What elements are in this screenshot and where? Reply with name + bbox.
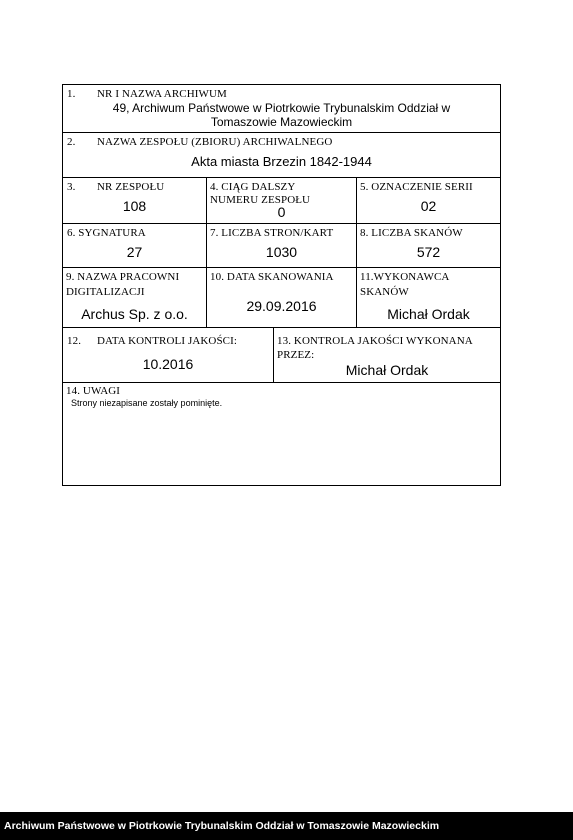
field-6-label: 6. SYGNATURA	[67, 227, 146, 239]
field-9-label-line1: 9. NAZWA PRACOWNI	[66, 271, 180, 283]
row-fonds-number	[63, 178, 500, 224]
cell-qc-by	[273, 328, 500, 382]
cell-signature	[63, 224, 206, 267]
row-quality-control	[63, 328, 500, 383]
field-11-label-line1: 11.WYKONAWCA	[360, 271, 450, 283]
field-9-label-line2: DIGITALIZACJI	[66, 286, 145, 298]
field-1-value-line1: 49, Archiwum Państwowe w Piotrkowie Trybunalskim Oddział w	[112, 101, 451, 115]
field-5-value: 02	[420, 198, 437, 214]
cell-scan-count	[356, 224, 500, 267]
metadata-card	[62, 84, 501, 486]
field-12-label: DATA KONTROLI JAKOŚCI:	[97, 335, 238, 347]
field-14-label: 14. UWAGI	[66, 385, 121, 397]
field-14-value: Strony niezapisane zostały pominięte.	[71, 398, 223, 408]
field-8-value: 572	[416, 244, 441, 260]
cell-digitization-lab	[63, 268, 206, 327]
row-digitization	[63, 268, 500, 328]
footer-bar: Archiwum Państwowe w Piotrkowie Trybunalskim Oddział w Tomaszowie Mazowieckim	[0, 812, 573, 840]
field-5-label: 5. OZNACZENIE SERII	[360, 181, 473, 193]
cell-scan-operator	[356, 268, 500, 327]
field-13-label-line2: PRZEZ:	[277, 349, 315, 361]
row-archive	[63, 85, 500, 133]
field-6-value: 27	[126, 244, 143, 260]
field-1-label: NR I NAZWA ARCHIWUM	[97, 88, 227, 100]
field-7-label: 7. LICZBA STRON/KART	[210, 227, 334, 239]
cell-scan-date	[206, 268, 356, 327]
field-4-label-line1: 4. CIĄG DALSZY	[210, 181, 296, 193]
field-12-value: 10.2016	[142, 356, 194, 372]
cell-qc-date	[63, 328, 273, 382]
field-4-label-line2: NUMERU ZESPOŁU	[210, 194, 311, 206]
cell-fonds-continuation	[206, 178, 356, 223]
field-2-number: 2.	[67, 136, 76, 148]
field-1-number: 1.	[67, 88, 76, 100]
field-8-label: 8. LICZBA SKANÓW	[360, 227, 463, 239]
field-9-value: Archus Sp. z o.o.	[81, 306, 188, 322]
row-fonds-name	[63, 133, 500, 178]
field-11-value: Michał Ordak	[387, 306, 470, 322]
field-13-value: Michał Ordak	[345, 362, 429, 378]
field-10-label: 10. DATA SKANOWANIA	[210, 271, 334, 283]
field-3-value: 108	[122, 198, 147, 214]
cell-page-count	[206, 224, 356, 267]
cell-series-code	[356, 178, 500, 223]
field-2-label: NAZWA ZESPOŁU (ZBIORU) ARCHIWALNEGO	[97, 136, 333, 148]
field-10-value: 29.09.2016	[246, 298, 317, 314]
field-11-label-line2: SKANÓW	[360, 286, 409, 298]
field-12-number: 12.	[67, 335, 82, 347]
field-4-value: 0	[277, 204, 286, 220]
field-7-value: 1030	[265, 244, 298, 260]
cell-fonds-number	[63, 178, 206, 223]
field-2-value: Akta miasta Brzezin 1842-1944	[191, 154, 372, 169]
row-remarks	[63, 383, 500, 485]
field-3-label: NR ZESPOŁU	[97, 181, 165, 193]
field-1-value-line2: Tomaszowie Mazowieckim	[210, 115, 353, 129]
row-signature	[63, 224, 500, 268]
field-13-label-line1: 13. KONTROLA JAKOŚCI WYKONANA	[277, 335, 473, 347]
field-3-number: 3.	[67, 181, 76, 193]
